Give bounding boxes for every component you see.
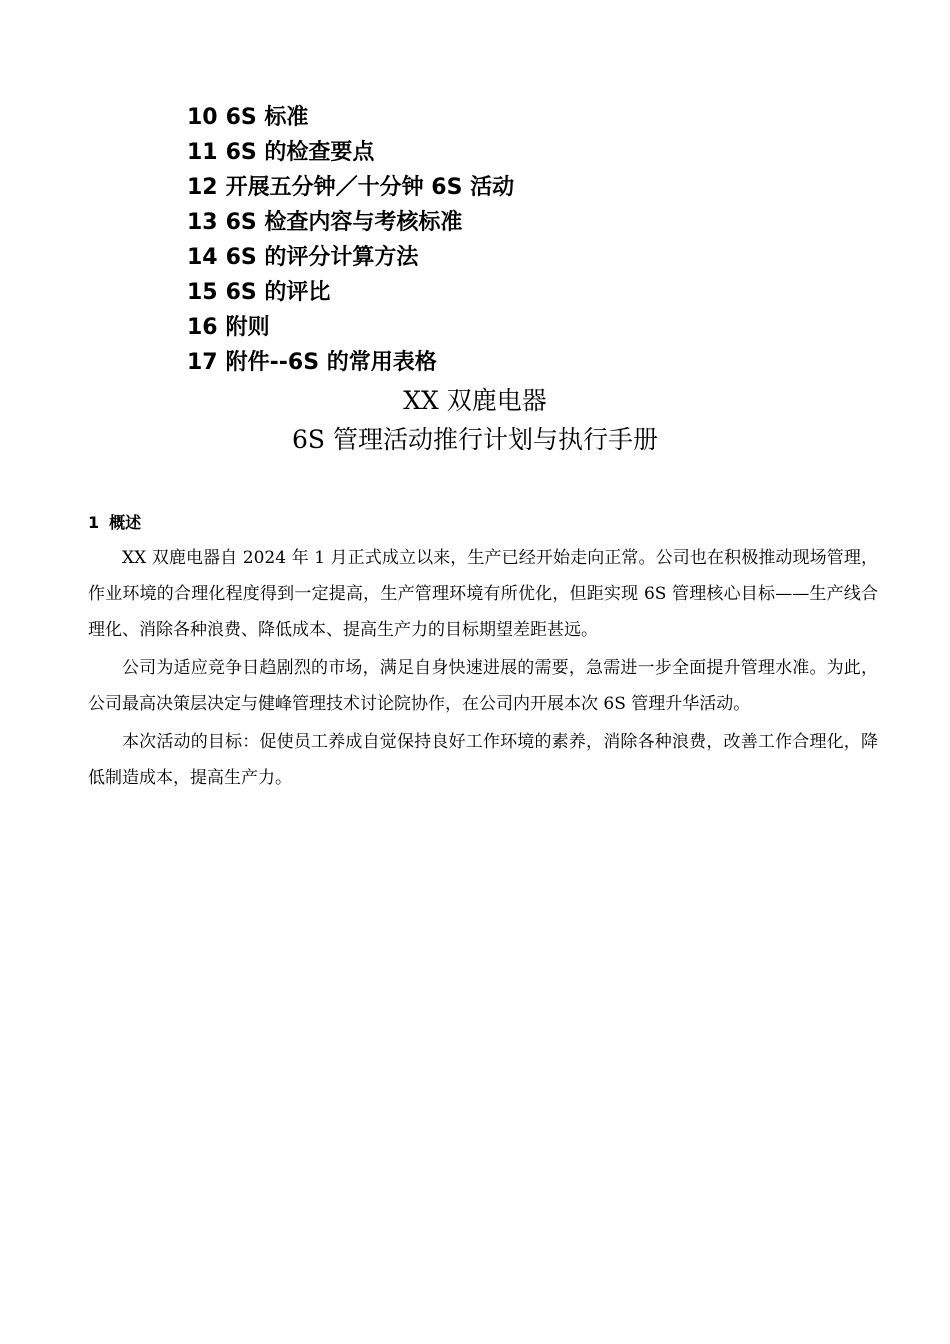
toc-item-number: 11 [187,140,218,165]
toc-item [187,345,827,380]
toc-item [187,170,827,205]
toc-item-label: 6S 检查内容与考核标准 [225,210,463,235]
toc-item [187,240,827,275]
paragraph: 本次活动的目标：促使员工养成自觉保持良好工作环境的素养，消除各种浪费，改善工作合理化，降低制造成本，提高生产力。 [88,732,878,788]
toc-item-number: 12 [187,175,218,200]
toc-item [187,135,827,170]
toc-item-number: 14 [187,245,218,270]
section-heading-text: 概述 [109,513,142,532]
toc-item-label: 6S 的评比 [225,280,331,305]
section-heading [88,510,878,536]
section-overview [88,510,878,798]
toc-item-number: 17 [187,350,218,375]
toc-item-number: 15 [187,280,218,305]
toc-item-number: 16 [187,315,218,340]
toc-item-label: 附件--6S 的常用表格 [225,350,437,375]
table-of-contents [187,100,827,380]
toc-item-label: 附则 [225,315,270,340]
toc-item-label: 6S 的检查要点 [225,140,375,165]
paragraph: 公司为适应竞争日趋剧烈的市场，满足自身快速进展的需要，急需进一步全面提升管理水准。为此，公司最高决策层决定与健峰管理技术讨论院协作，在公司内开展本次 6S 管理升华活动。 [88,658,878,714]
document-title: 6S 管理活动推行计划与执行手册 [292,425,658,454]
toc-item [187,100,827,135]
toc-item-number: 13 [187,210,218,235]
company-name: XX 双鹿电器 [403,386,547,415]
toc-item-label: 6S 标准 [225,105,309,130]
toc-item-label: 6S 的评分计算方法 [225,245,419,270]
toc-item [187,205,827,240]
toc-item-label: 开展五分钟／十分钟 6S 活动 [225,175,515,200]
toc-item [187,275,827,310]
section-number: 1 [88,513,100,532]
toc-item [187,310,827,345]
document-title-block [0,382,950,459]
paragraph: XX 双鹿电器自 2024 年 1 月正式成立以来，生产已经开始走向正常。公司也在积极推动现场管理，作业环境的合理化程度得到一定提高，生产管理环境有所优化，但距实现 6S 管理核心目标——生产线合理化、消除各种浪费、降低成本、提高生产力的目标期望差距甚远。 [88,548,878,640]
toc-item-number: 10 [187,105,218,130]
